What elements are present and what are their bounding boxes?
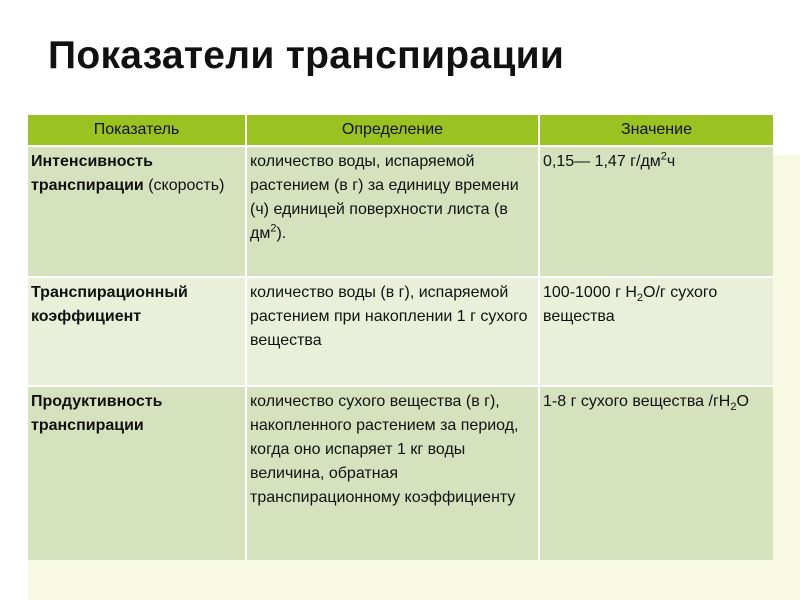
subscript: 2 [730,401,737,414]
indicator-cell [28,146,246,277]
indicator-cell [28,386,246,560]
value-text: 0,15— 1,47 г/дм [543,153,661,170]
value-cell [539,386,773,560]
table-row [28,386,773,560]
column-header-value: Значение [539,115,773,146]
indicator-cell [28,277,246,386]
value-text: 100-1000 г Н [543,284,637,301]
indicator-note: (скорость) [148,177,225,194]
superscript: 2 [270,222,277,235]
column-header-indicator: Показатель [28,115,246,146]
table-row [28,277,773,386]
subscript: 2 [636,292,644,305]
table-row [28,146,773,277]
page-title: Показатели транспирации [48,34,565,77]
indicator-name: Транспирационный коэффициент [31,284,188,325]
definition-cell [246,386,539,560]
definition-text: количество сухого вещества (в г), накопленного растением за период, когда оно испаряет 1 кг воды величина, обратная транспирационному коэффициенту [250,393,519,506]
definition-cell [246,146,539,277]
value-tail: ч [666,153,676,170]
value-text: 1-8 г сухого вещества /гН [543,393,731,410]
superscript: 2 [660,150,667,163]
value-tail: О/г сухого вещества [543,284,718,325]
definition-text: количество воды, испаряемой растением (в г) за единицу времени (ч) единицей поверхности листа (в дм [250,153,519,242]
value-tail: О [736,393,749,410]
column-header-definition: Определение [246,115,539,146]
definition-cell [246,277,539,386]
value-cell [539,277,773,386]
indicators-table [28,115,773,560]
definition-text: количество воды (в г), испаряемой растением при накоплении 1 г сухого вещества [250,284,528,349]
table-header-row [28,115,773,146]
indicator-name: Интенсивность транспирации [31,153,153,194]
indicator-name: Продуктивность транспирации [31,393,163,434]
value-cell [539,146,773,277]
definition-tail: ). [276,225,287,242]
